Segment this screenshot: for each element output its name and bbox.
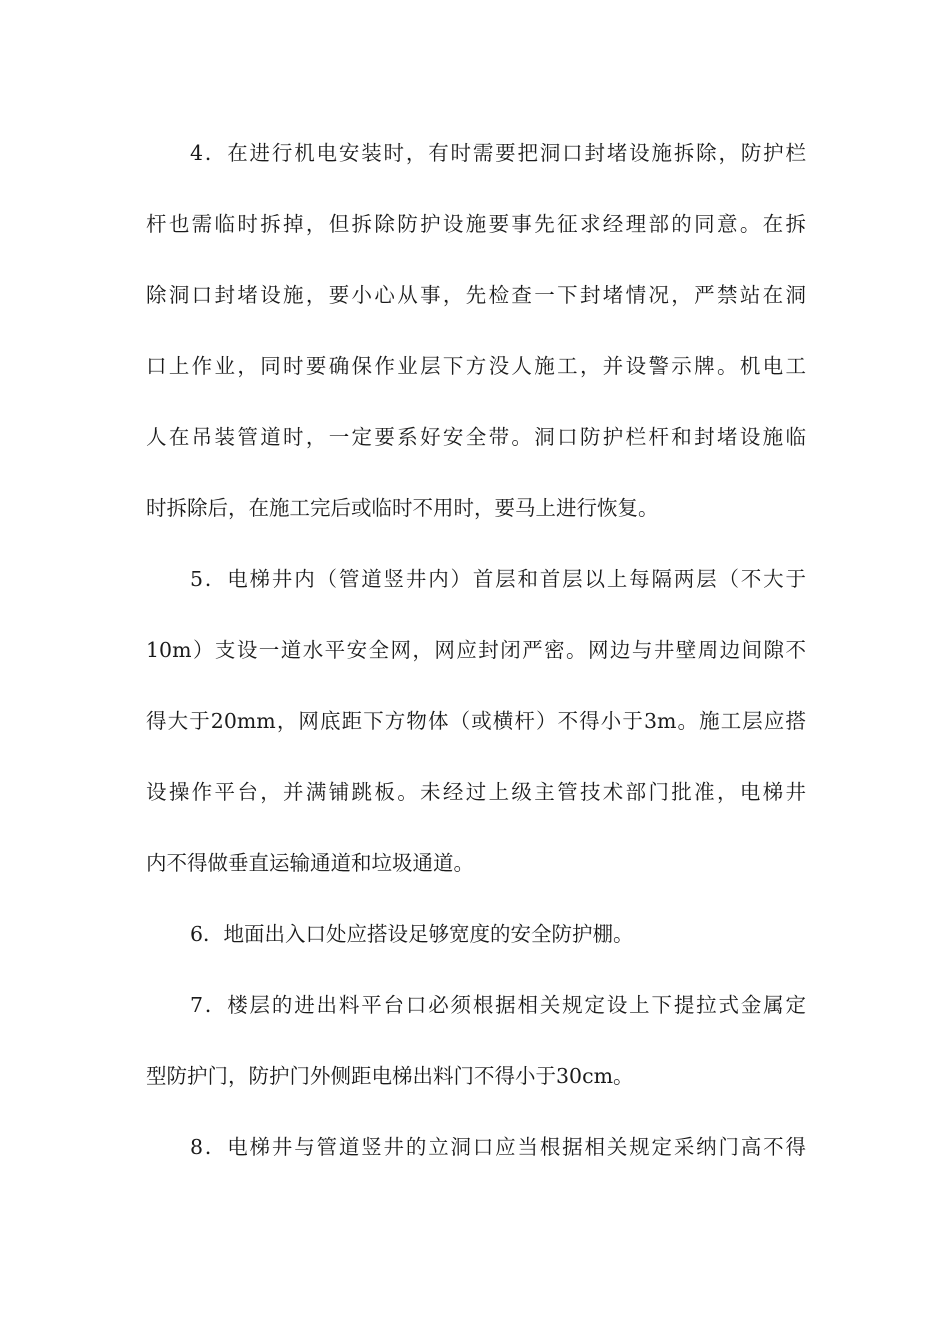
- paragraph-7-line-2: 型防护门，防护门外侧距电梯出料门不得小于30cm。: [146, 1064, 634, 1088]
- paragraph-4-line-2: 杆也需临时拆掉，但拆除防护设施要事先征求经理部的同意。在拆: [146, 212, 806, 236]
- paragraph-5-line-3: 得大于20mm，网底距下方物体（或横杆）不得小于3m。施工层应搭: [146, 709, 806, 733]
- paragraph-4-line-5: 人在吊装管道时，一定要系好安全带。洞口防护栏杆和封堵设施临: [146, 425, 806, 449]
- paragraph-6-line-1: 6．地面出入口处应搭设足够宽度的安全防护棚。: [190, 922, 634, 946]
- paragraph-8-line-1: 8．电梯井与管道竖井的立洞口应当根据相关规定采纳门高不得: [190, 1135, 806, 1159]
- paragraph-5-line-5: 内不得做垂直运输通道和垃圾通道。: [146, 851, 474, 875]
- paragraph-5-line-2: 10m）支设一道水平安全网，网应封闭严密。网边与井壁周边间隙不: [146, 638, 806, 662]
- paragraph-5-line-4: 设操作平台，并满铺跳板。未经过上级主管技术部门批准，电梯井: [146, 780, 806, 804]
- paragraph-5-line-1: 5．电梯井内（管道竖井内）首层和首层以上每隔两层（不大于: [190, 567, 806, 591]
- paragraph-4-line-3: 除洞口封堵设施，要小心从事，先检查一下封堵情况，严禁站在洞: [146, 283, 806, 307]
- paragraph-4-line-6: 时拆除后，在施工完后或临时不用时，要马上进行恢复。: [146, 496, 659, 520]
- paragraph-4-line-1: 4．在进行机电安装时，有时需要把洞口封堵设施拆除，防护栏: [190, 141, 806, 165]
- paragraph-7-line-1: 7．楼层的进出料平台口必须根据相关规定设上下提拉式金属定: [190, 993, 806, 1017]
- paragraph-4-line-4: 口上作业，同时要确保作业层下方没人施工，并设警示牌。机电工: [146, 354, 806, 378]
